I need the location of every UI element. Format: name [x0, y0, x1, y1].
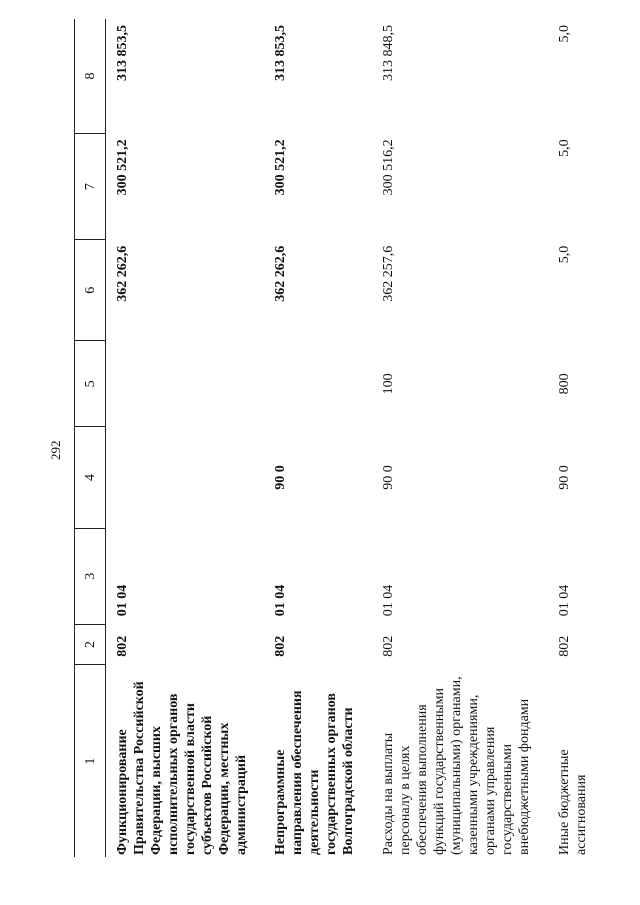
- cell-amount-col7: 300 521,2: [273, 139, 288, 196]
- row-name: Расходы на выплаты персоналу в целях обеспечения выполнения функций государственными (муниципальными) органами, казенными учреждениями, органами управления государственными внебюджетными фондами: [381, 676, 532, 855]
- cell-ministry-code: 802: [115, 635, 130, 657]
- table-row: [548, 19, 606, 857]
- row-name: Функционирование Правительства Российской Федерации, высших исполнительных органов государственной власти субъектов Российской Федерации, местных администраций: [115, 681, 249, 855]
- cell-expense-type: [264, 341, 372, 427]
- cell-amount-col6: 5,0: [557, 245, 572, 264]
- row-name: Непрограммные направления обеспечения деятельности государственных органов Волгоградской области: [273, 690, 356, 855]
- col-header-7: 7: [75, 133, 106, 239]
- cell-target-article: [106, 427, 265, 528]
- cell-amount-col7: 300 521,2: [115, 139, 130, 196]
- table-row: [372, 19, 548, 857]
- page-number: 292: [48, 440, 63, 460]
- col-header-6: 6: [75, 240, 106, 341]
- budget-table: [74, 19, 606, 857]
- cell-amount-col6: 362 262,6: [115, 245, 130, 302]
- cell-amount-col8: 5,0: [557, 25, 572, 43]
- cell-expense-type: 800: [557, 373, 572, 395]
- cell-section-code: 01 04: [381, 584, 396, 617]
- col-header-8: 8: [75, 19, 106, 133]
- cell-amount-col8: 313 848,5: [381, 25, 396, 81]
- row-name: Иные бюджетные ассигнования: [557, 749, 589, 855]
- cell-ministry-code: 802: [557, 635, 572, 657]
- table-row: [264, 19, 372, 857]
- cell-amount-col6: 362 257,6: [381, 245, 396, 302]
- cell-amount-col6: 362 262,6: [273, 245, 288, 302]
- cell-amount-col8: 313 853,5: [115, 25, 130, 81]
- cell-amount-col7: 5,0: [557, 139, 572, 157]
- cell-section-code: 01 04: [557, 584, 572, 617]
- cell-ministry-code: 802: [273, 635, 288, 657]
- cell-amount-col7: 300 516,2: [381, 139, 396, 196]
- cell-target-article: 90 0: [557, 465, 572, 490]
- col-header-3: 3: [75, 528, 106, 624]
- col-header-1: 1: [75, 665, 106, 857]
- cell-target-article: 90 0: [273, 465, 288, 490]
- table-row: [106, 19, 265, 857]
- cell-expense-type: 100: [381, 373, 396, 395]
- cell-section-code: 01 04: [115, 584, 130, 617]
- cell-ministry-code: 802: [381, 635, 396, 657]
- rotated-table-container: [74, 19, 604, 857]
- cell-amount-col8: 313 853,5: [273, 25, 288, 81]
- cell-target-article: 90 0: [381, 465, 396, 490]
- col-header-5: 5: [75, 341, 106, 427]
- col-header-2: 2: [75, 624, 106, 664]
- cell-expense-type: [106, 341, 265, 427]
- header-row: [75, 19, 106, 857]
- col-header-4: 4: [75, 427, 106, 528]
- cell-section-code: 01 04: [273, 584, 288, 617]
